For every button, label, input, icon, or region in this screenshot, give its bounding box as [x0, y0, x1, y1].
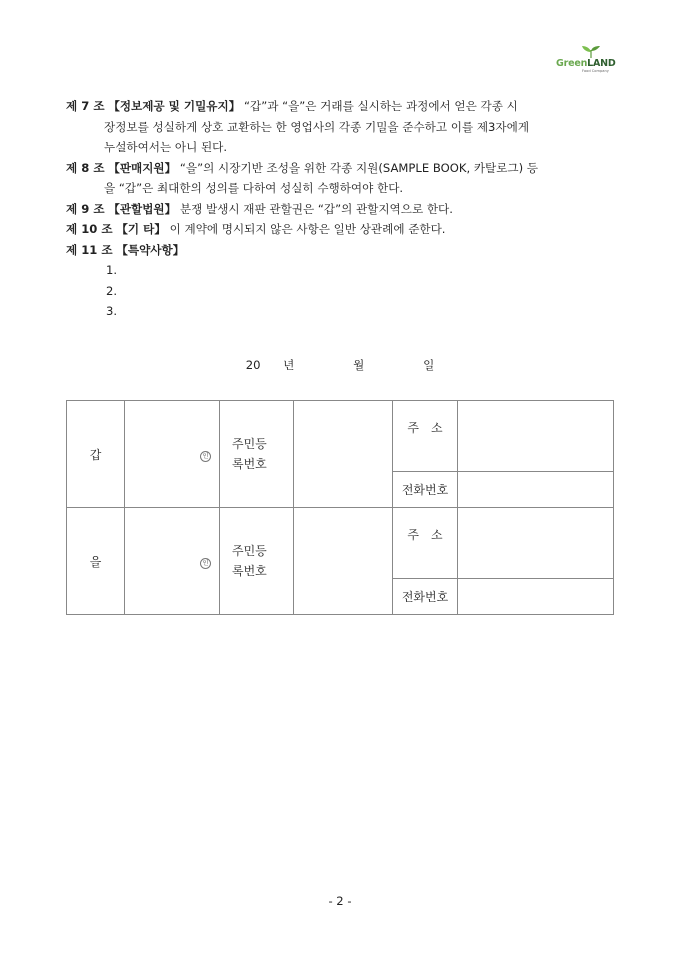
phone-field[interactable] [458, 579, 614, 615]
phone-field[interactable] [458, 472, 614, 508]
date-year: 20 년 [245, 358, 295, 372]
company-logo [556, 46, 614, 74]
article-7-line: 누설하여서는 아니 된다. [104, 140, 228, 154]
signature-table [66, 400, 614, 615]
contract-articles [66, 96, 622, 322]
id-number-field[interactable] [294, 508, 393, 615]
page-number: - 2 - [328, 894, 352, 908]
date-day: 일 [423, 358, 435, 372]
id-number-field[interactable] [294, 401, 393, 508]
date-month: 월 [353, 358, 365, 372]
special-item: 1. [106, 263, 118, 277]
logo-subtitle: Food Company [582, 69, 609, 73]
address-field[interactable] [458, 508, 614, 579]
id-number-label: 주민등 록번호 [220, 508, 294, 615]
party-gap-row [67, 401, 614, 472]
seal-icon: 인 [200, 451, 211, 462]
seal-field[interactable] [125, 508, 220, 615]
party-eul-row [67, 508, 614, 579]
logo-wordmark: GreenLAND [556, 58, 616, 69]
article-7-line: 장정보를 성실하게 상호 교환하는 한 영업사의 각종 기밀을 준수하고 이를 제3자에게 [104, 119, 530, 134]
seal-field[interactable] [125, 401, 220, 508]
article-10-heading: 제 10 조 【기 타】 이 계약에 명시되지 않은 사항은 일반 상관례에 준한다. [66, 222, 446, 236]
party-name: 갑 [67, 401, 125, 508]
id-number-label: 주민등 록번호 [220, 401, 294, 508]
article-8-heading: 제 8 조 【판매지원】 “을”의 시장기반 조성을 위한 각종 지원(SAMPLE BOOK, 카탈로그) 등 [66, 160, 539, 175]
party-name: 을 [67, 508, 125, 615]
article-8-line: 을 “갑”은 최대한의 성의를 다하여 성실히 수행하여야 한다. [104, 181, 404, 195]
phone-label: 전화번호 [393, 472, 458, 508]
leaf-icon [582, 46, 600, 58]
special-item: 3. [106, 304, 118, 318]
address-field[interactable] [458, 401, 614, 472]
contract-date [0, 357, 680, 373]
address-label: 주 소 [393, 508, 458, 579]
article-11-heading: 제 11 조 【특약사항】 [66, 242, 185, 257]
address-label: 주 소 [393, 401, 458, 472]
phone-label: 전화번호 [393, 579, 458, 615]
special-item: 2. [106, 283, 118, 298]
article-9-heading: 제 9 조 【관할법원】 분쟁 발생시 재판 관할권은 “갑”의 관할지역으로 한다. [66, 201, 453, 216]
seal-icon: 인 [200, 558, 211, 569]
article-7-heading: 제 7 조 【정보제공 및 기밀유지】 “갑”과 “을”은 거래를 실시하는 과정에서 얻은 각종 시 [66, 99, 518, 113]
